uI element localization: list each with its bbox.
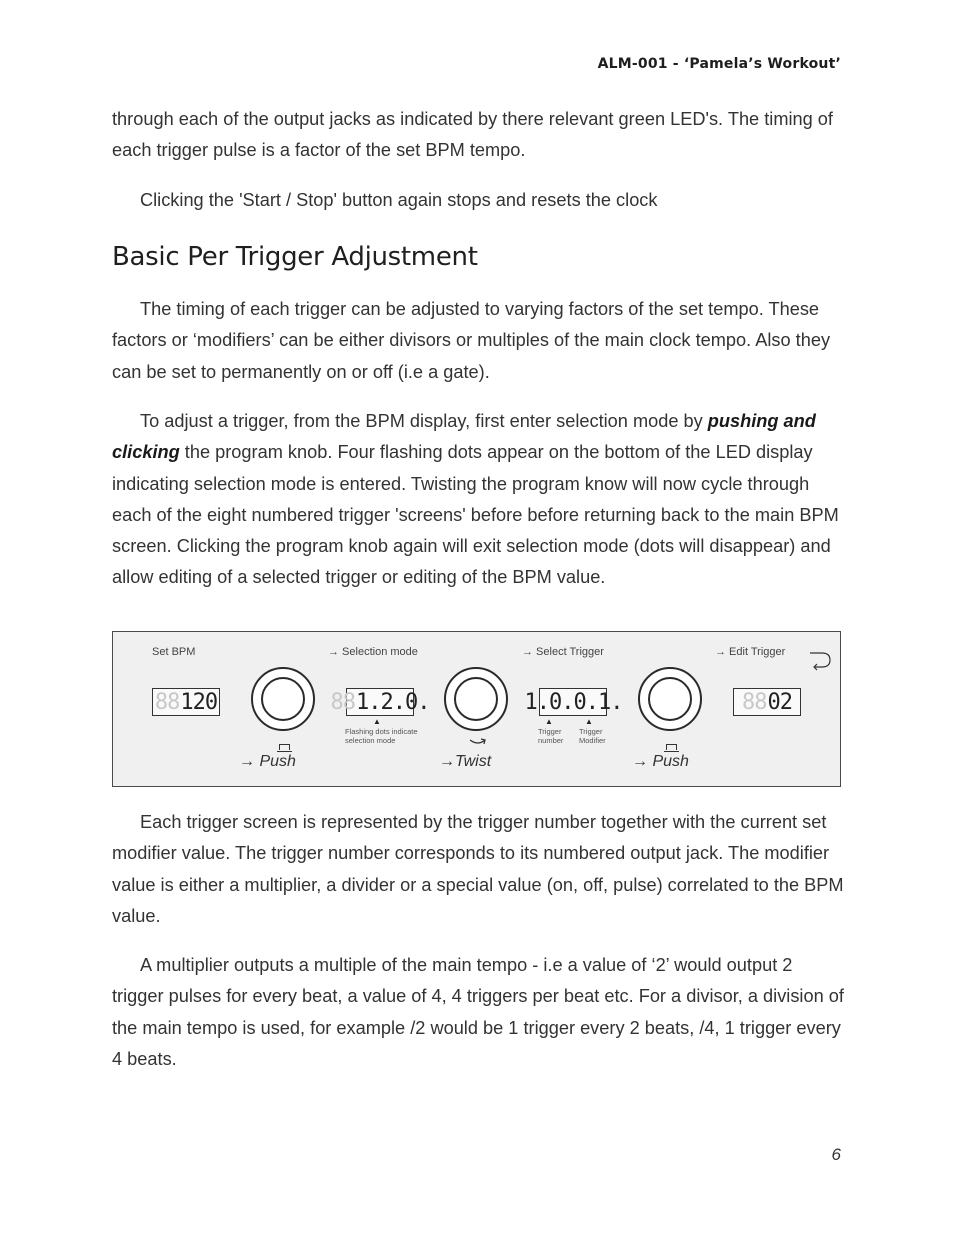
led-value: 120 <box>180 689 218 715</box>
led-display-bpm <box>152 688 220 716</box>
intro-paragraph-2: Clicking the 'Start / Stop' button again stops and resets the clock <box>140 190 658 210</box>
led-display-trigger-select <box>524 688 623 716</box>
selection-mode-label: → Selection mode <box>328 646 418 658</box>
trigger-adjustment-diagram <box>112 631 841 787</box>
page-number: 6 <box>831 1145 841 1164</box>
paragraph-text-post: the program knob. Four flashing dots appear on the bottom of the LED display indicating selection mode is entered. Twisting the program know will now cycle through each of the eight numbered trigger 'screens' before before returning back to the main BPM screen. Clicking the program knob again will exit selection mode (dots will disappear) and allow editing of a selected trigger or editing of the BPM value. <box>112 442 839 588</box>
section-paragraph-1: The timing of each trigger can be adjusted to varying factors of the set tempo. These factors or ‘modifiers’ can be either divisors or multiples of the main clock tempo. Also they can be set to permanently on or off (i.e a gate). <box>112 299 831 382</box>
program-knob-push <box>251 667 315 731</box>
push-icon <box>279 744 290 750</box>
emphasis-text: pushing and clicking <box>112 411 816 463</box>
document-header: ALM-001 - ‘Pamela’s Workout’ <box>597 56 841 72</box>
led-ghost-digits: 88 <box>154 689 180 715</box>
led-ghost-digits: 88 <box>330 689 356 715</box>
led-ghost-digits: 88 <box>742 689 767 715</box>
pointer-up-icon: ▲ <box>373 717 381 726</box>
pointer-up-icon: ▲ <box>545 717 553 726</box>
body-paragraph-4: A multiplier outputs a multiple of the main tempo - i.e a value of ‘2’ would output 2 trigger pulses for every beat, a value of 4, 4 triggers per beat etc. For a divisor, a division of the main tempo is used, for example /2 would be 1 trigger every 2 beats, /4, 1 trigger every 4 beats. <box>112 955 844 1069</box>
twist-arrow-icon <box>468 737 488 747</box>
edit-trigger-label: → Edit Trigger <box>715 646 786 658</box>
led-display-selection <box>330 688 430 716</box>
led-value: 1.2.0. <box>356 689 430 715</box>
program-knob-push-edit <box>638 667 702 731</box>
paragraph-text-pre: To adjust a trigger, from the BPM display, first enter selection mode by <box>140 411 708 431</box>
led-value: 1.0.0.1. <box>524 689 623 715</box>
intro-paragraph-1: through each of the output jacks as indicated by there relevant green LED's. The timing of each trigger pulse is a factor of the set BPM tempo. <box>112 109 833 161</box>
push-action-label: → Push <box>239 753 296 770</box>
body-paragraph-3: Each trigger screen is represented by the trigger number together with the current set modifier value. The trigger number corresponds to its numbered output jack. The modifier value is either a multiplier, a divider or a special value (on, off, pulse) correlated to the BPM value. <box>112 812 844 926</box>
trigger-number-note: Trigger number <box>538 727 564 745</box>
section-heading: Basic Per Trigger Adjustment <box>112 242 478 272</box>
program-knob-twist <box>444 667 508 731</box>
trigger-modifier-note: Trigger Modifier <box>579 727 606 745</box>
flashing-dots-note: Flashing dots indicate selection mode <box>345 727 418 745</box>
pointer-up-icon: ▲ <box>585 717 593 726</box>
select-trigger-label: → Select Trigger <box>522 646 604 658</box>
push-icon <box>666 744 677 750</box>
set-bpm-label: Set BPM <box>152 646 196 658</box>
led-value: 02 <box>767 689 792 715</box>
twist-action-label: →Twist <box>439 753 492 770</box>
push-action-label: → Push <box>632 753 689 770</box>
return-arrow-icon <box>808 650 834 672</box>
section-paragraph-2 <box>112 406 845 594</box>
led-display-edit <box>733 688 801 716</box>
